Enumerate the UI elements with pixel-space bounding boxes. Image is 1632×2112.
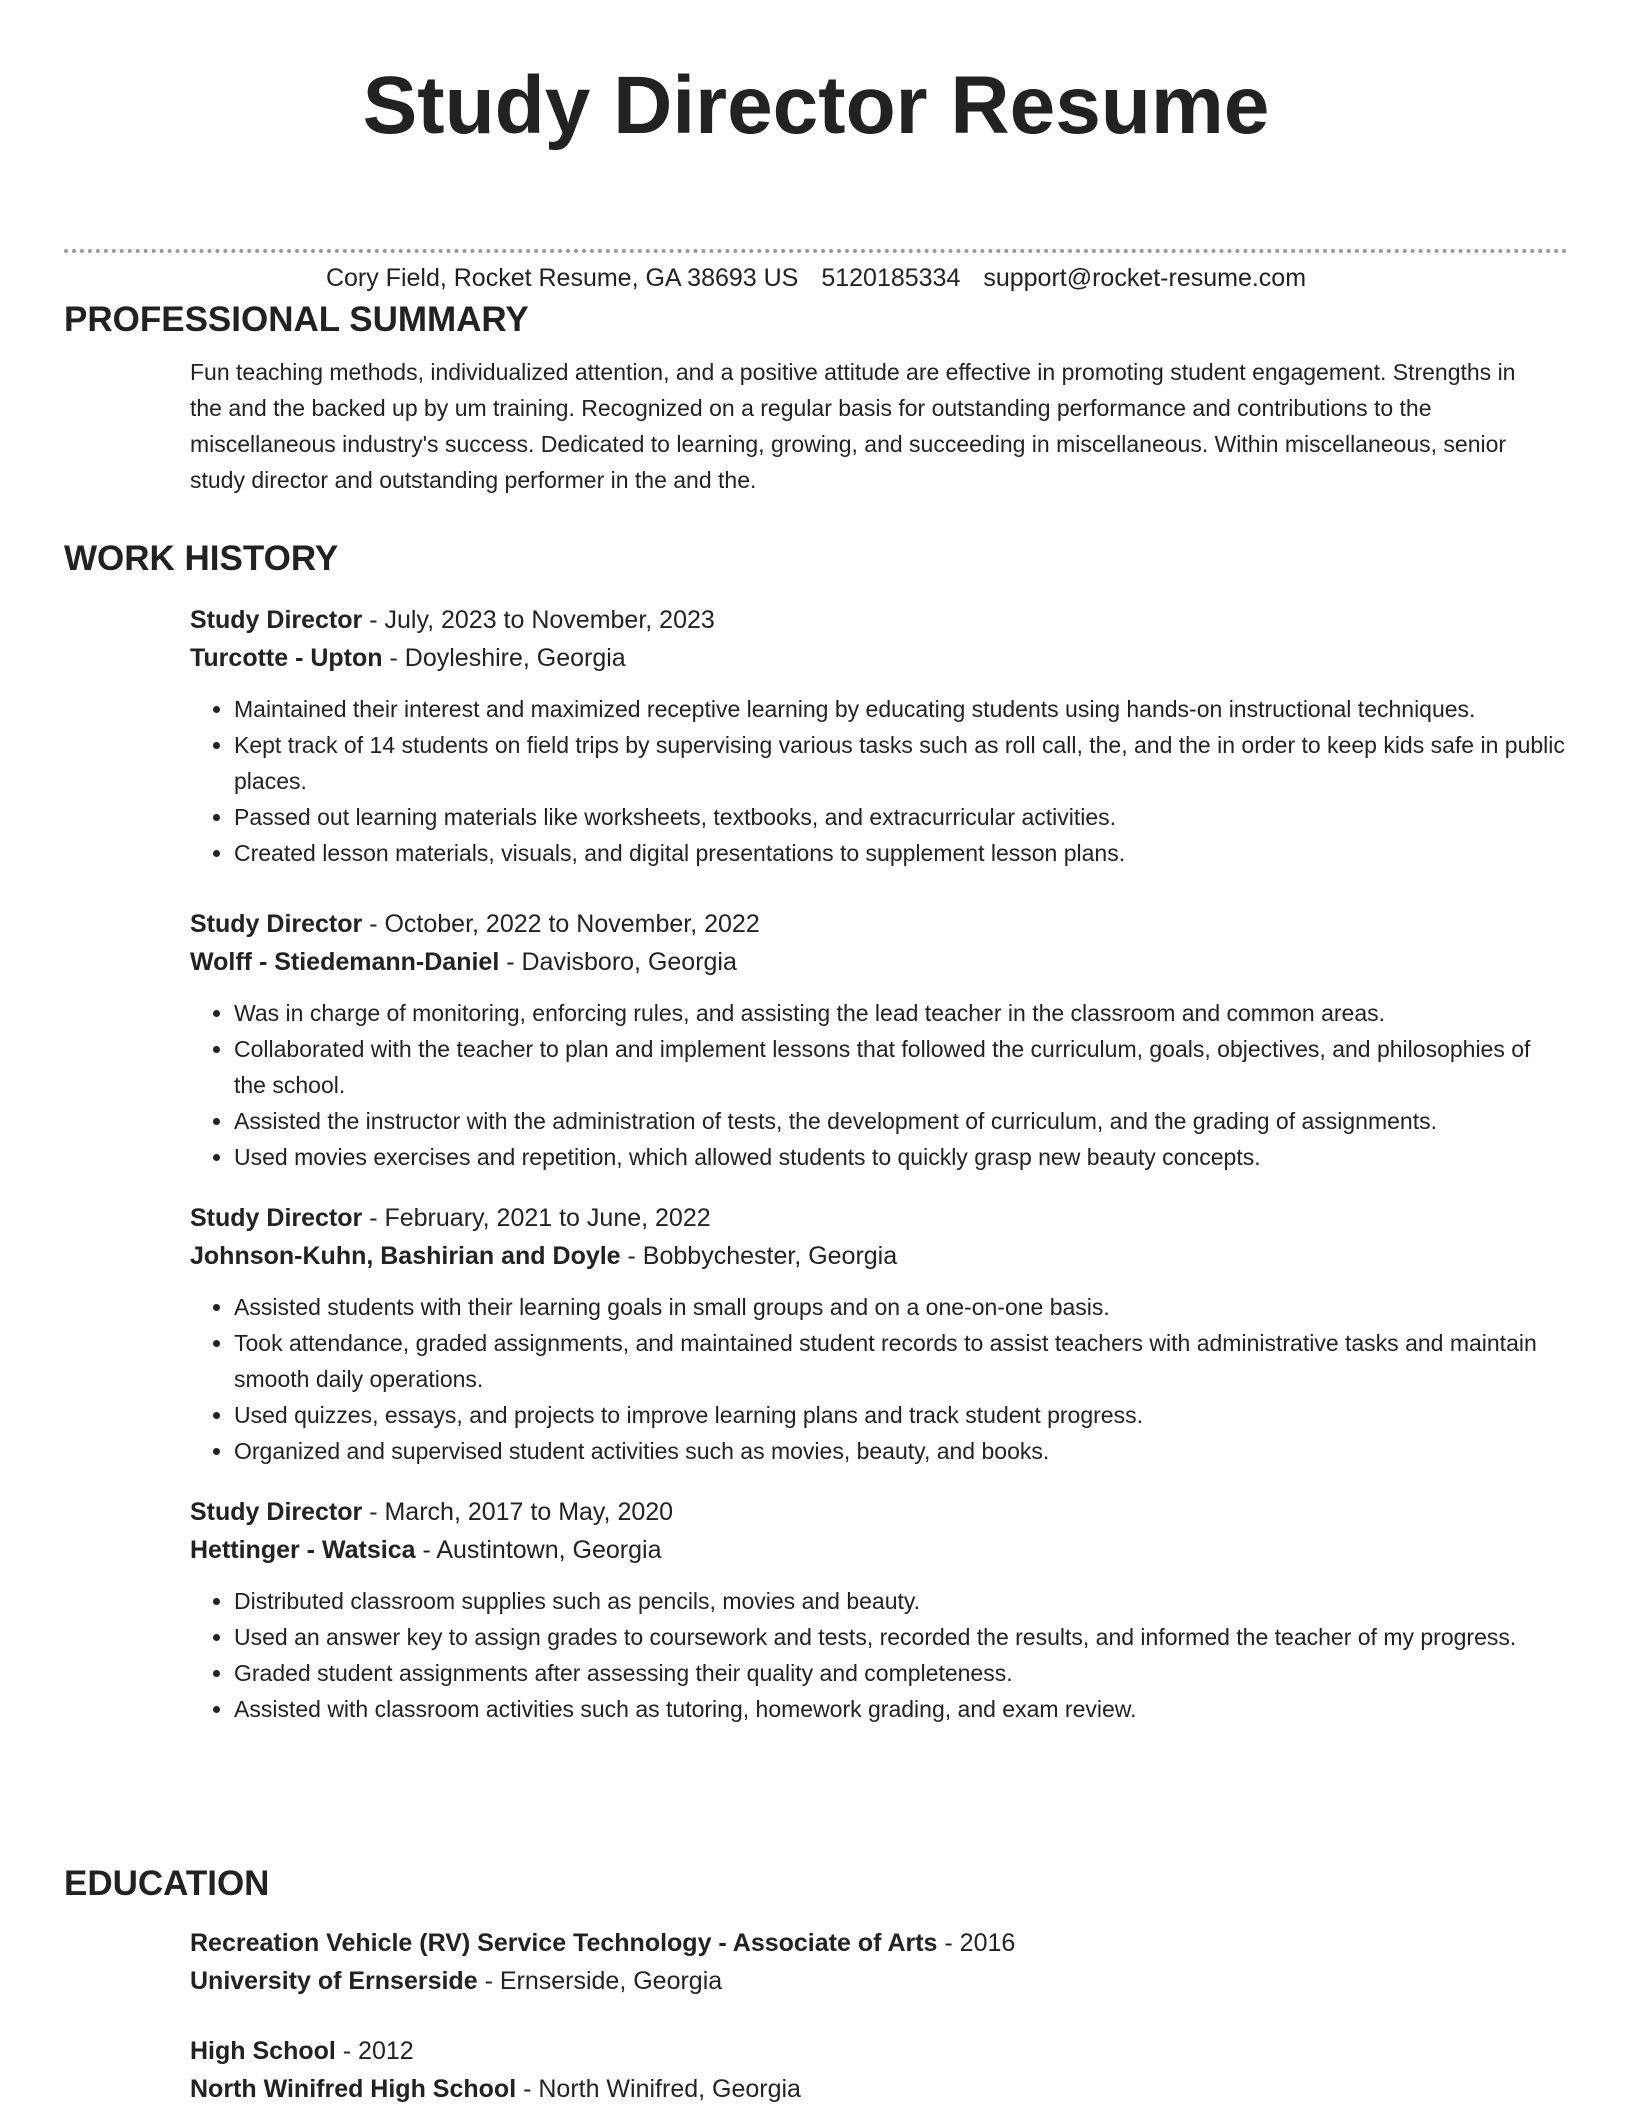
- education-school: North Winifred High School: [190, 2075, 517, 2103]
- list-item: • Graded student assignments after assessing their quality and completeness.: [234, 1655, 1568, 1691]
- contact-line: [0, 264, 1632, 293]
- job-location: - Doyleshire, Georgia: [382, 644, 626, 672]
- job-entry: [190, 1199, 1568, 1469]
- contact-phone: 5120185334: [821, 264, 961, 292]
- education-school: University of Ernserside: [190, 1967, 478, 1995]
- job-company: Johnson-Kuhn, Bashirian and Doyle: [190, 1242, 621, 1270]
- job-title: Study Director: [190, 606, 363, 634]
- job-title: Study Director: [190, 910, 363, 938]
- list-item: • Created lesson materials, visuals, and digital presentations to supplement lesson plans.: [234, 835, 1568, 871]
- job-title-line: [190, 1199, 1568, 1237]
- work-history-heading: WORK HISTORY: [64, 539, 339, 578]
- job-title-line: [190, 905, 1568, 943]
- education-location: - North Winifred, Georgia: [516, 2075, 801, 2103]
- job-entry: [190, 601, 1568, 871]
- education-degree-line: [190, 2032, 1568, 2070]
- education-degree-line: [190, 1924, 1568, 1962]
- education-year: - 2012: [335, 2037, 414, 2065]
- education-school-line: [190, 1962, 1568, 2000]
- job-dates: - July, 2023 to November, 2023: [362, 606, 715, 634]
- list-item: • Used an answer key to assign grades to coursework and tests, recorded the results, and informed the teacher of my progress.: [234, 1619, 1568, 1655]
- list-item: • Was in charge of monitoring, enforcing rules, and assisting the lead teacher in the classroom and common areas.: [234, 995, 1568, 1031]
- job-location: - Bobbychester, Georgia: [620, 1242, 898, 1270]
- job-title-line: [190, 1493, 1568, 1531]
- education-school-line: [190, 2070, 1568, 2108]
- list-item: • Took attendance, graded assignments, and maintained student records to assist teachers with administrative tasks and maintain smooth daily operations.: [234, 1325, 1568, 1397]
- job-dates: - February, 2021 to June, 2022: [362, 1204, 711, 1232]
- job-bullets: [190, 691, 1568, 871]
- list-item: • Maintained their interest and maximized receptive learning by educating students using hands-on instructional techniques.: [234, 691, 1568, 727]
- job-title: Study Director: [190, 1498, 363, 1526]
- page-title: Study Director Resume: [362, 60, 1270, 151]
- job-bullets: [190, 995, 1568, 1175]
- education-entry: [190, 1924, 1568, 2000]
- job-company: Turcotte - Upton: [190, 644, 383, 672]
- summary-section: [64, 298, 1568, 498]
- education-location: - Ernserside, Georgia: [477, 1967, 723, 1995]
- list-item: • Distributed classroom supplies such as pencils, movies and beauty.: [234, 1583, 1568, 1619]
- job-entry: [190, 905, 1568, 1175]
- work-history-section: [64, 537, 1568, 1727]
- contact-email: support@rocket-resume.com: [983, 264, 1307, 292]
- list-item: • Assisted with classroom activities such as tutoring, homework grading, and exam review.: [234, 1691, 1568, 1727]
- list-item: • Used quizzes, essays, and projects to improve learning plans and track student progress.: [234, 1397, 1568, 1433]
- list-item: • Collaborated with the teacher to plan and implement lessons that followed the curriculum, goals, objectives, and philosophies of the school.: [234, 1031, 1568, 1103]
- job-location: - Austintown, Georgia: [415, 1536, 662, 1564]
- job-company: Hettinger - Watsica: [190, 1536, 416, 1564]
- list-item: • Organized and supervised student activities such as movies, beauty, and books.: [234, 1433, 1568, 1469]
- list-item: • Used movies exercises and repetition, which allowed students to quickly grasp new beauty concepts.: [234, 1139, 1568, 1175]
- list-item: • Passed out learning materials like worksheets, textbooks, and extracurricular activities.: [234, 799, 1568, 835]
- summary-text: Fun teaching methods, individualized attention, and a positive attitude are effective in promoting student engagement. Strengths in the and the backed up by um training. Recognized on a regular basis for outstanding performance and contributions to the miscellaneous industry's success. Dedicated to learning, growing, and succeeding in miscellaneous. Within miscellaneous, senior study director and outstanding performer in the and the.: [190, 359, 1516, 493]
- list-item: • Kept track of 14 students on field trips by supervising various tasks such as roll call, the, and the in order to keep kids safe in public places.: [234, 727, 1568, 799]
- job-company: Wolff - Stiedemann-Daniel: [190, 948, 500, 976]
- education-entry: [190, 2032, 1568, 2108]
- education-section: [64, 1862, 1568, 2108]
- job-company-line: [190, 1237, 1568, 1275]
- summary-heading: PROFESSIONAL SUMMARY: [64, 300, 529, 339]
- job-entry: [190, 1493, 1568, 1727]
- job-company-line: [190, 639, 1568, 677]
- job-company-line: [190, 943, 1568, 981]
- job-company-line: [190, 1531, 1568, 1569]
- job-title-line: [190, 601, 1568, 639]
- education-degree: High School: [190, 2037, 336, 2065]
- list-item: • Assisted the instructor with the administration of tests, the development of curriculum, and the grading of assignments.: [234, 1103, 1568, 1139]
- job-bullets: [190, 1289, 1568, 1469]
- list-item: • Assisted students with their learning goals in small groups and on a one-on-one basis.: [234, 1289, 1568, 1325]
- education-year: - 2016: [937, 1929, 1016, 1957]
- job-bullets: [190, 1583, 1568, 1727]
- job-location: - Davisboro, Georgia: [499, 948, 737, 976]
- job-dates: - March, 2017 to May, 2020: [362, 1498, 674, 1526]
- job-title: Study Director: [190, 1204, 363, 1232]
- contact-address: Cory Field, Rocket Resume, GA 38693 US: [325, 264, 799, 292]
- header-divider: [64, 249, 1568, 253]
- education-degree: Recreation Vehicle (RV) Service Technology - Associate of Arts: [190, 1929, 938, 1957]
- job-dates: - October, 2022 to November, 2022: [362, 910, 760, 938]
- education-heading: EDUCATION: [64, 1864, 270, 1903]
